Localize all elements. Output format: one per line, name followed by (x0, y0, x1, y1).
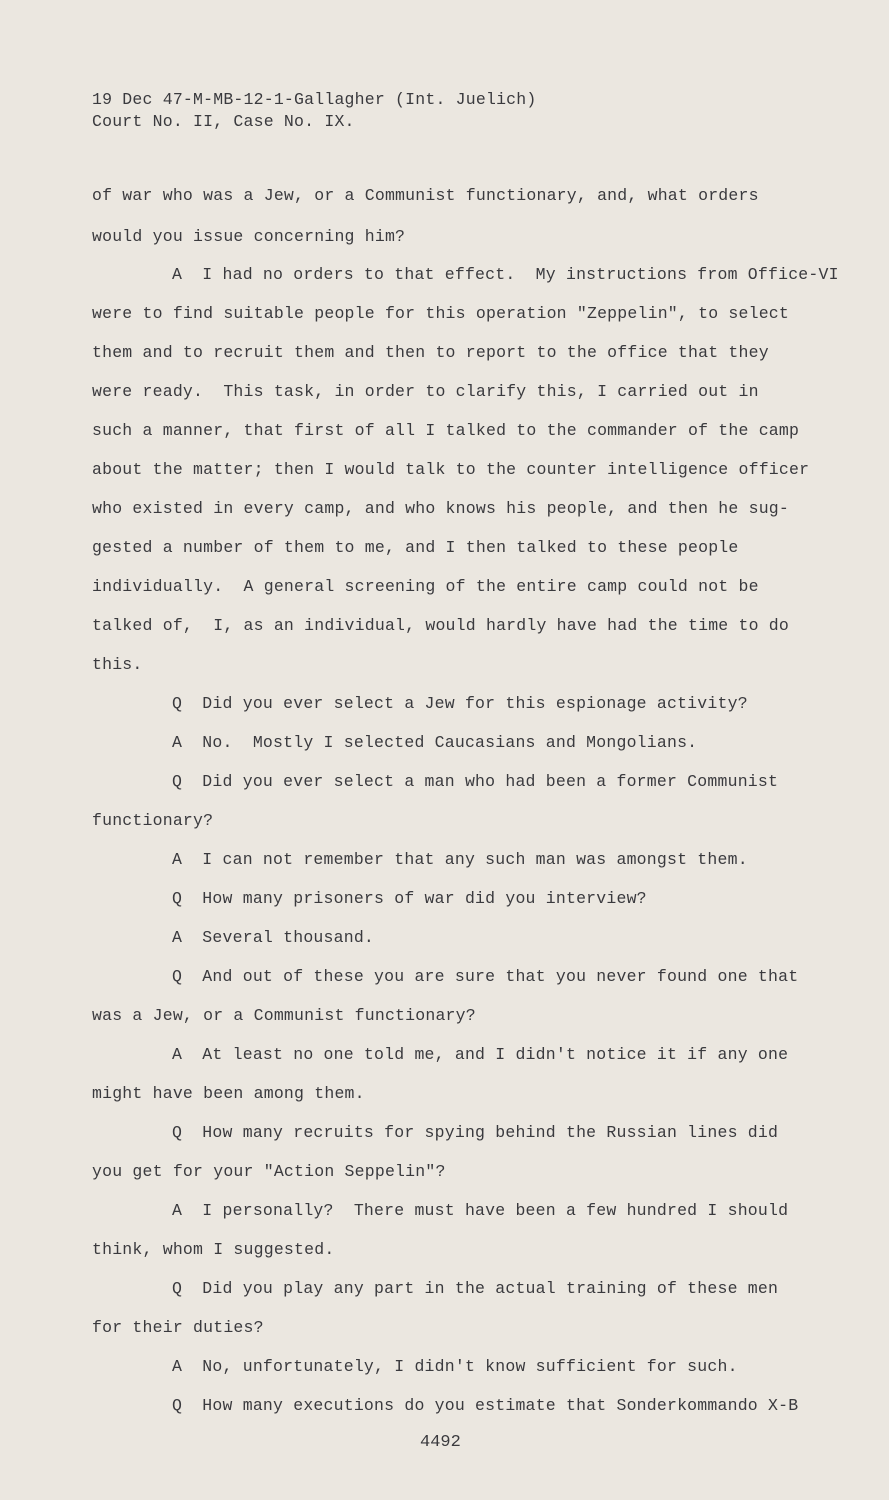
text-line: them and to recruit them and then to report to the office that they (92, 343, 769, 362)
text-line: talked of, I, as an individual, would hardly have had the time to do (92, 616, 790, 635)
text-line: were to find suitable people for this operation "Zeppelin", to select (92, 304, 790, 323)
text-line: was a Jew, or a Communist functionary? (92, 1006, 476, 1025)
text-line: for their duties? (92, 1318, 264, 1337)
text-line: individually. A general screening of the entire camp could not be (92, 577, 759, 596)
question-line: Q Did you ever select a man who had been a former Communist (172, 772, 779, 791)
answer-line: A Several thousand. (172, 928, 375, 947)
text-line: think, whom I suggested. (92, 1240, 335, 1259)
text-line: functionary? (92, 811, 214, 830)
question-line: Q Did you ever select a Jew for this espionage activity? (172, 694, 748, 713)
text-line: of war who was a Jew, or a Communist functionary, and, what orders (92, 186, 759, 205)
answer-line: A I can not remember that any such man was amongst them. (172, 850, 748, 869)
text-line: you get for your "Action Seppelin"? (92, 1162, 446, 1181)
answer-line: A No. Mostly I selected Caucasians and Mongolians. (172, 733, 698, 752)
text-line: gested a number of them to me, and I then talked to these people (92, 538, 739, 557)
question-line: Q How many executions do you estimate that Sonderkommando X-B (172, 1396, 799, 1415)
question-line: Q And out of these you are sure that you never found one that (172, 967, 799, 986)
text-line: would you issue concerning him? (92, 227, 406, 246)
page-number: 4492 (420, 1433, 461, 1452)
answer-line: A At least no one told me, and I didn't notice it if any one (172, 1045, 789, 1064)
text-line: were ready. This task, in order to clarify this, I carried out in (92, 382, 759, 401)
question-line: Q Did you play any part in the actual training of these men (172, 1279, 779, 1298)
header-line-1: 19 Dec 47-M-MB-12-1-Gallagher (Int. Juelich) (92, 90, 537, 109)
answer-line: A No, unfortunately, I didn't know sufficient for such. (172, 1357, 738, 1376)
question-line: Q How many prisoners of war did you interview? (172, 889, 647, 908)
answer-line: A I personally? There must have been a few hundred I should (172, 1201, 789, 1220)
question-line: Q How many recruits for spying behind the Russian lines did (172, 1123, 779, 1142)
text-line: such a manner, that first of all I talked to the commander of the camp (92, 421, 800, 440)
text-line: might have been among them. (92, 1084, 365, 1103)
text-line: about the matter; then I would talk to the counter intelligence officer (92, 460, 810, 479)
header-line-2: Court No. II, Case No. IX. (92, 112, 355, 131)
text-line: who existed in every camp, and who knows his people, and then he sug- (92, 499, 790, 518)
text-line: this. (92, 655, 143, 674)
answer-line: A I had no orders to that effect. My instructions from Office-VI (172, 265, 839, 284)
